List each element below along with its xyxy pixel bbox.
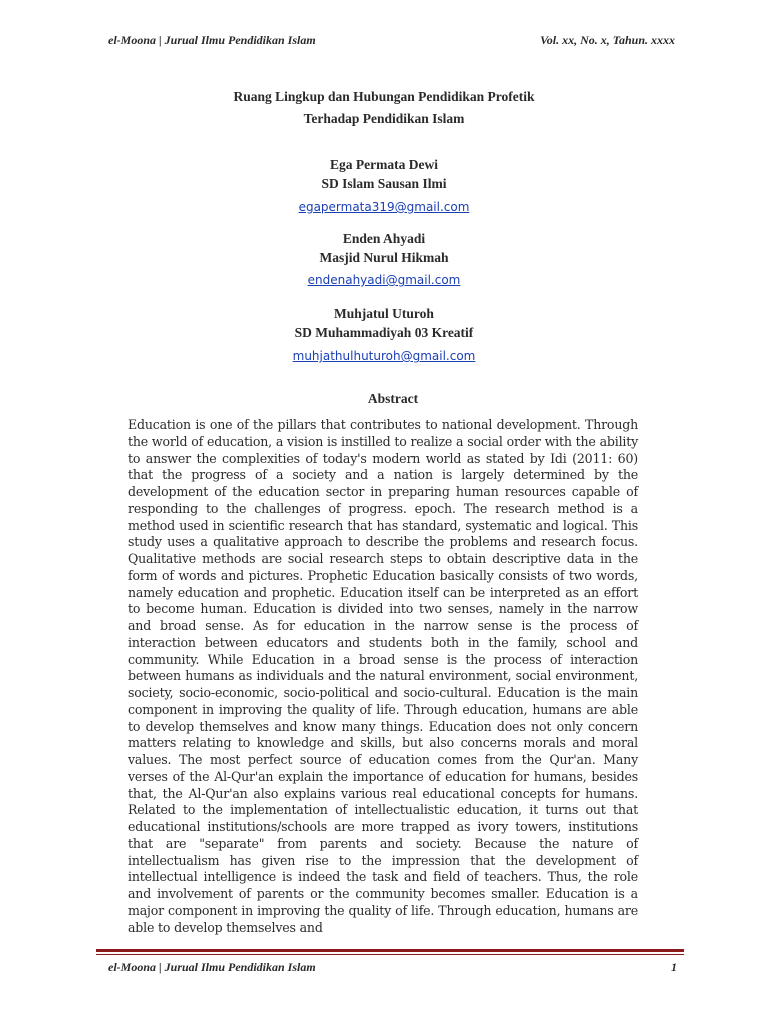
header-volume: Vol. xx, No. x, Tahun. xxxx bbox=[540, 33, 675, 47]
author-3-email-link[interactable]: muhjathulhuturoh@gmail.com bbox=[292, 349, 476, 363]
running-header bbox=[108, 33, 675, 51]
author-1-email-link[interactable]: egapermata319@gmail.com bbox=[298, 200, 470, 214]
author-3-email[interactable] bbox=[0, 349, 768, 363]
author-2-email[interactable] bbox=[0, 273, 768, 287]
page-number: 1 bbox=[671, 960, 677, 974]
author-3-affiliation: SD Muhammadiyah 03 Kreatif bbox=[294, 325, 474, 340]
footer-rule-thick bbox=[96, 949, 684, 952]
paper-title-line-2: Terhadap Pendidikan Islam bbox=[303, 111, 465, 126]
author-1-name: Ega Permata Dewi bbox=[330, 157, 438, 172]
author-2-name: Enden Ahyadi bbox=[342, 231, 426, 246]
footer-rule-thin bbox=[96, 954, 684, 955]
author-3-name: Muhjatul Uturoh bbox=[334, 306, 434, 321]
author-2-affiliation: Masjid Nurul Hikmah bbox=[319, 250, 449, 265]
abstract-body: Education is one of the pillars that contributes to national development. Through the world of education, a vision is instilled to realize a social order with the ability to answer the complexities of today's modern world as stated by Idi (2011: 60) that the progress of a society and a nation is largely determined by the development of the education sector in preparing human resources capable of responding to the challenges of progress. epoch. The research method is a method used in scientific research that has standard, systematic and logical. This study uses a qualitative approach to describe the problems and research focus. Qualitative methods are social research steps to obtain descriptive data in the form of words and pictures. Prophetic Education basically consists of two words, namely education and prophetic. Education itself can be interpreted as an effort to become human. Education is divided into two senses, namely in the narrow and broad sense. As for education in the narrow sense is the process of interaction between educators and students both in the family, school and community. While Education in a broad sense is the process of interaction between humans as individuals and the natural environment, social environment, society, socio-economic, socio-political and socio-cultural. Education is the main component in improving the quality of life. Through education, humans are able to develop themselves and know many things. Education does not only concern matters relating to knowledge and skills, but also concerns morals and moral values. The most perfect source of education comes from the Qur'an. Many verses of the Al-Qur'an explain the importance of education for humans, besides that, the Al-Qur'an also explains various real educational concepts for humans. Related to the implementation of intellectualistic education, it turns out that educational institutions/schools are more trapped as ivory towers, institutions that are "separate" from parents and society. Because the nature of intellectualism has given rise to the impression that the development of intellectual intelligence is indeed the task and field of teachers. Thus, the role and involvement of parents or the community becomes smaller. Education is a major component in improving the quality of life. Through education, humans are able to develop themselves and bbox=[128, 417, 638, 935]
paper-title-line-1: Ruang Lingkup dan Hubungan Pendidikan Profetik bbox=[233, 89, 535, 104]
author-1-affiliation: SD Islam Sausan Ilmi bbox=[321, 176, 447, 191]
header-journal-name: el-Moona | Jurual Ilmu Pendidikan Islam bbox=[108, 33, 316, 47]
author-2-email-link[interactable]: endenahyadi@gmail.com bbox=[307, 273, 461, 287]
footer-journal-name: el-Moona | Jurual Ilmu Pendidikan Islam bbox=[108, 960, 316, 974]
running-footer bbox=[108, 960, 677, 978]
abstract-heading: Abstract bbox=[367, 391, 419, 406]
author-1-email[interactable] bbox=[0, 200, 768, 214]
